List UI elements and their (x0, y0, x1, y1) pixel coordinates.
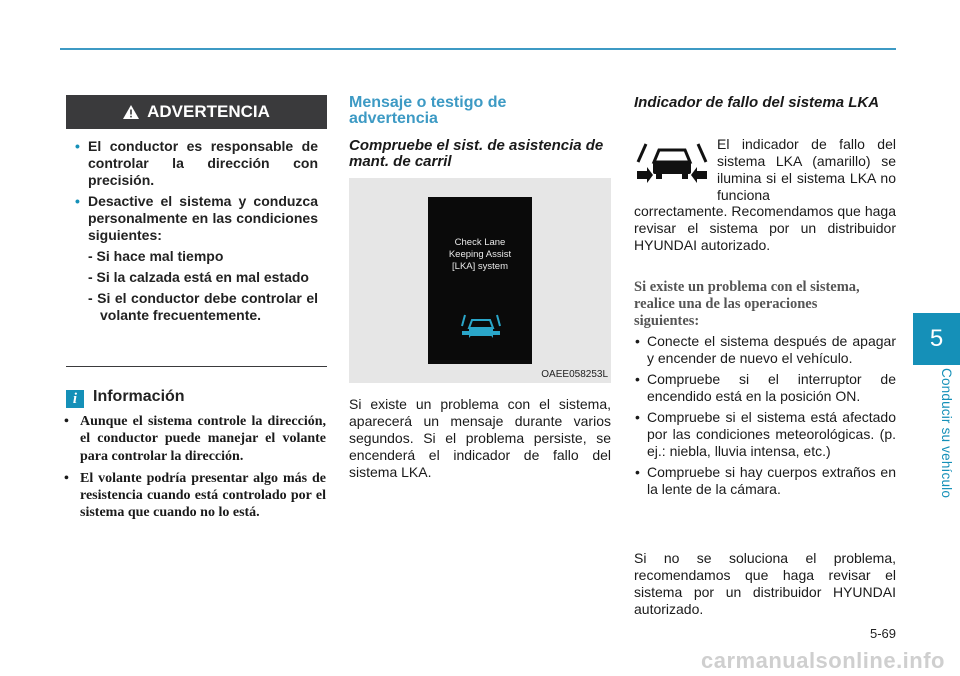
warning-list (75, 138, 318, 324)
warning-subitem: - Si el conductor debe controlar el volante frecuentemente. (88, 290, 318, 323)
info-title: Información (93, 388, 185, 405)
figure-code: OAEE058253L (541, 369, 608, 380)
warning-title: ADVERTENCIA (147, 102, 270, 121)
section-paragraph: Si existe un problema con el sistema, aparecerá un mensaje durante varios segundos. Si el problema persiste, se encenderá el indicador de fallo del sistema LKA. (349, 396, 611, 480)
warning-item: • El conductor es responsable de controlar la dirección con precisión. (75, 138, 318, 188)
warning-header (66, 95, 327, 129)
chapter-tab[interactable] (913, 313, 960, 365)
lka-fault-icon (634, 140, 710, 188)
section-paragraph: correctamente. Recomendamos que haga revisar el sistema por un distribuidor HYUNDAI autorizado. (634, 203, 896, 253)
section-paragraph: Si no se soluciona el problema, recomendamos que haga revisar el sistema por un distribuidor HYUNDAI autorizado. (634, 550, 896, 617)
warning-item: • Desactive el sistema y conduzca personalmente en las condiciones siguientes: (75, 193, 318, 243)
bullet-icon: • (635, 409, 640, 425)
section-subheading: Si existe un problema con el sistema, realice una de las operaciones siguientes: (634, 279, 860, 329)
bullet-icon: • (635, 464, 640, 480)
list-item: • Conecte el sistema después de apagar y encender de nuevo el vehículo. (635, 333, 896, 366)
chapter-number: 5 (929, 325, 944, 352)
lka-indicator-icon (460, 312, 502, 342)
bullet-icon: • (75, 138, 80, 154)
info-item: • Aunque el sistema controle la dirección, el conductor puede manejar el volante para controlar la dirección. (64, 414, 326, 464)
screen-message: Check Lane Keeping Assist [LKA] system (448, 237, 512, 272)
info-item: • El volante podría presentar algo más de resistencia cuando está controlado por el sistema que cuando no lo está. (64, 470, 326, 521)
section-heading: Indicador de fallo del sistema LKA (634, 94, 880, 111)
info-icon: i (66, 390, 84, 408)
bullet-icon: • (64, 414, 69, 429)
chapter-title: Conducir su vehículo (939, 368, 954, 499)
section-heading: Mensaje o testigo de advertencia (349, 94, 507, 127)
warning-bottom-rule (66, 366, 327, 367)
list-item: • Compruebe si el interruptor de encendido está en la posición ON. (635, 371, 896, 404)
cluster-screen (428, 197, 532, 364)
bullet-icon: • (64, 470, 69, 486)
bullet-icon: • (635, 371, 640, 387)
warning-subitem: - Si hace mal tiempo (88, 248, 224, 264)
list-item: • Compruebe si el sistema está afectado por las condiciones meteorológicas. (p. ej.: niebla, lluvia intensa, etc.) (635, 409, 896, 459)
list-item: • Compruebe si hay cuerpos extraños en la lente de la cámara. (635, 464, 896, 497)
section-paragraph: El indicador de fallo del sistema LKA (amarillo) se ilumina si el sistema LKA no funciona (717, 136, 896, 203)
top-rule (60, 48, 896, 50)
section-subheading: Compruebe el sist. de asistencia de mant. de carril (349, 137, 604, 170)
warning-triangle-icon (123, 105, 139, 119)
check-list (634, 333, 896, 502)
bullet-icon: • (635, 333, 640, 349)
info-list (62, 413, 326, 522)
bullet-icon: • (75, 193, 80, 209)
warning-subitem: - Si la calzada está en mal estado (88, 269, 309, 285)
page-number: 5-69 (869, 626, 896, 641)
watermark: carmanualsonline.info (701, 648, 945, 673)
cluster-figure (349, 178, 611, 383)
